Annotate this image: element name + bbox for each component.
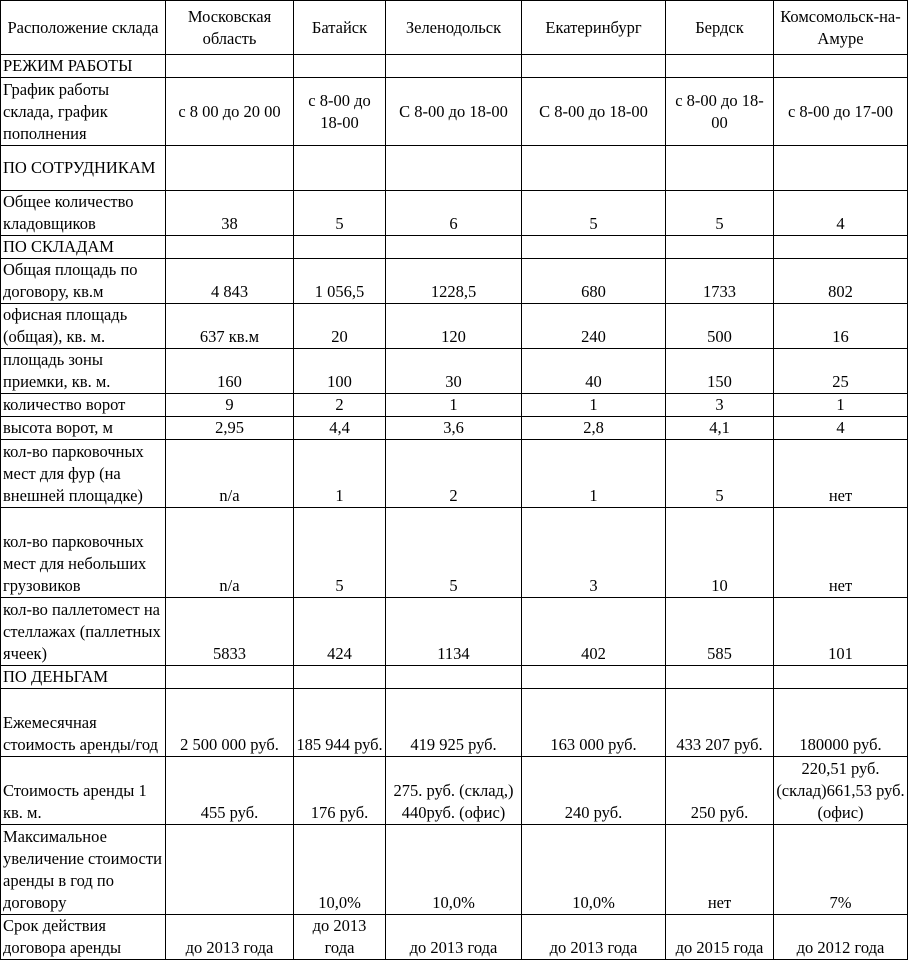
row-label: кол-во парковочных мест для фур (на внешней площадке)	[1, 440, 166, 508]
header-location: Московская область	[166, 1, 294, 55]
cell-value: 4,1	[666, 417, 774, 440]
table-row-gates-height	[1, 417, 908, 440]
row-label: площадь зоны приемки, кв. м.	[1, 349, 166, 394]
cell-value: 250 руб.	[666, 757, 774, 825]
cell-value: 40	[522, 349, 666, 394]
cell-value: с 8 00 до 20 00	[166, 78, 294, 146]
cell-value: 38	[166, 191, 294, 236]
cell-value: 4 843	[166, 259, 294, 304]
cell-value: до 2013 года	[386, 915, 522, 960]
cell-value: 1	[774, 394, 908, 417]
table-row-office-area	[1, 304, 908, 349]
cell-value: 100	[294, 349, 386, 394]
cell-value: с 8-00 до 18-00	[294, 78, 386, 146]
row-label: Срок действия договора аренды	[1, 915, 166, 960]
cell-value: до 2013 года	[166, 915, 294, 960]
cell-value: 240 руб.	[522, 757, 666, 825]
table-row-truck-parking	[1, 440, 908, 508]
cell-value: 5	[522, 191, 666, 236]
cell-value: нет	[774, 508, 908, 598]
cell-value: 2,95	[166, 417, 294, 440]
table-row-pallet-places	[1, 598, 908, 666]
cell-value: 2 500 000 руб.	[166, 689, 294, 757]
cell-value: n/a	[166, 508, 294, 598]
cell-value: 25	[774, 349, 908, 394]
table-row-lease-term	[1, 915, 908, 960]
header-location: Бердск	[666, 1, 774, 55]
cell-value: 1	[386, 394, 522, 417]
cell-value: 2	[294, 394, 386, 417]
cell-value: 424	[294, 598, 386, 666]
cell-value: 1 056,5	[294, 259, 386, 304]
section-row	[1, 146, 908, 191]
cell-value: 101	[774, 598, 908, 666]
section-warehouses: ПО СКЛАДАМ	[1, 236, 166, 259]
cell-value: 4,4	[294, 417, 386, 440]
cell-value: n/a	[166, 440, 294, 508]
cell-value: до 2013 года	[294, 915, 386, 960]
cell-value: 30	[386, 349, 522, 394]
cell-value	[166, 825, 294, 915]
section-mode: РЕЖИМ РАБОТЫ	[1, 55, 166, 78]
row-label: График работы склада, график пополнения	[1, 78, 166, 146]
cell-value: 185 944 руб.	[294, 689, 386, 757]
cell-value: 585	[666, 598, 774, 666]
table-row-total-area	[1, 259, 908, 304]
cell-value: 5833	[166, 598, 294, 666]
cell-value: 16	[774, 304, 908, 349]
cell-value: 419 925 руб.	[386, 689, 522, 757]
cell-value: 2,8	[522, 417, 666, 440]
cell-value: 163 000 руб.	[522, 689, 666, 757]
cell-value: 5	[294, 508, 386, 598]
cell-value: 5	[386, 508, 522, 598]
cell-value: 455 руб.	[166, 757, 294, 825]
cell-value: 1733	[666, 259, 774, 304]
cell-value: нет	[666, 825, 774, 915]
row-label: Общее количество кладовщиков	[1, 191, 166, 236]
row-label: Общая площадь по договору, кв.м	[1, 259, 166, 304]
cell-value: до 2013 года	[522, 915, 666, 960]
cell-value: 1	[522, 440, 666, 508]
cell-value: С 8-00 до 18-00	[522, 78, 666, 146]
cell-value: с 8-00 до 17-00	[774, 78, 908, 146]
cell-value: 3	[522, 508, 666, 598]
table-row-monthly-rent	[1, 689, 908, 757]
section-row	[1, 236, 908, 259]
table-row-gates-count	[1, 394, 908, 417]
table-row-rent-per-sqm	[1, 757, 908, 825]
cell-value: 1	[294, 440, 386, 508]
cell-value: 1	[522, 394, 666, 417]
cell-value: 220,51 руб. (склад)661,53 руб. (офис)	[774, 757, 908, 825]
cell-value: до 2012 года	[774, 915, 908, 960]
row-label: Стоимость аренды 1 кв. м.	[1, 757, 166, 825]
section-money: ПО ДЕНЬГАМ	[1, 666, 166, 689]
cell-value: 4	[774, 417, 908, 440]
cell-value: 10,0%	[386, 825, 522, 915]
cell-value: 3,6	[386, 417, 522, 440]
section-staff: ПО СОТРУДНИКАМ	[1, 146, 166, 191]
cell-value: С 8-00 до 18-00	[386, 78, 522, 146]
table-row-small-truck-parking	[1, 508, 908, 598]
cell-value: 10	[666, 508, 774, 598]
cell-value: 433 207 руб.	[666, 689, 774, 757]
header-location: Комсомольск-на-Амуре	[774, 1, 908, 55]
cell-value: 20	[294, 304, 386, 349]
row-label: количество ворот	[1, 394, 166, 417]
cell-value: 802	[774, 259, 908, 304]
cell-value: 6	[386, 191, 522, 236]
cell-value: 5	[666, 440, 774, 508]
cell-value: 10,0%	[294, 825, 386, 915]
cell-value: с 8-00 до 18-00	[666, 78, 774, 146]
cell-value: до 2015 года	[666, 915, 774, 960]
header-location: Батайск	[294, 1, 386, 55]
cell-value: 120	[386, 304, 522, 349]
section-row	[1, 666, 908, 689]
cell-value: 2	[386, 440, 522, 508]
cell-value: 3	[666, 394, 774, 417]
cell-value: 1228,5	[386, 259, 522, 304]
cell-value: 275. руб. (склад,) 440руб. (офис)	[386, 757, 522, 825]
cell-value: 5	[666, 191, 774, 236]
cell-value: 680	[522, 259, 666, 304]
header-row-label: Расположение склада	[1, 1, 166, 55]
table-row-storekeepers	[1, 191, 908, 236]
cell-value: 150	[666, 349, 774, 394]
header-location: Зеленодольск	[386, 1, 522, 55]
section-row	[1, 55, 908, 78]
table-row-schedule	[1, 78, 908, 146]
cell-value: 5	[294, 191, 386, 236]
row-label: Ежемесячная стоимость аренды/год	[1, 689, 166, 757]
cell-value: 176 руб.	[294, 757, 386, 825]
cell-value: 637 кв.м	[166, 304, 294, 349]
cell-value: 500	[666, 304, 774, 349]
row-label: кол-во парковочных мест для небольших грузовиков	[1, 508, 166, 598]
row-label: офисная площадь (общая), кв. м.	[1, 304, 166, 349]
row-label: кол-во паллетомест на стеллажах (паллетных ячеек)	[1, 598, 166, 666]
cell-value: 7%	[774, 825, 908, 915]
table-row-max-increase	[1, 825, 908, 915]
cell-value: нет	[774, 440, 908, 508]
row-label: Максимальное увеличение стоимости аренды в год по договору	[1, 825, 166, 915]
cell-value: 160	[166, 349, 294, 394]
header-location: Екатеринбург	[522, 1, 666, 55]
cell-value: 402	[522, 598, 666, 666]
cell-value: 9	[166, 394, 294, 417]
row-label: высота ворот, м	[1, 417, 166, 440]
cell-value: 10,0%	[522, 825, 666, 915]
cell-value: 240	[522, 304, 666, 349]
cell-value: 4	[774, 191, 908, 236]
header-row	[1, 1, 908, 55]
cell-value: 180000 руб.	[774, 689, 908, 757]
table-row-receiving-area	[1, 349, 908, 394]
cell-value: 1134	[386, 598, 522, 666]
